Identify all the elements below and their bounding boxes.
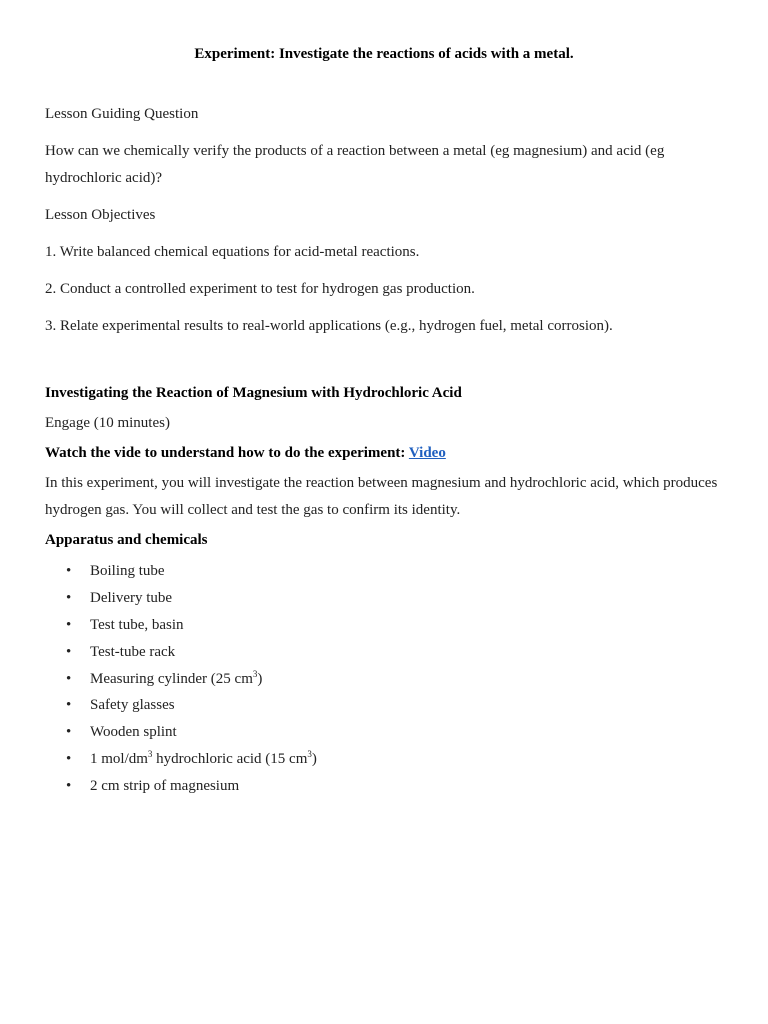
watch-video-text: Watch the vide to understand how to do the experiment:	[45, 445, 409, 461]
apparatus-heading: Apparatus and chemicals	[45, 532, 208, 548]
list-item: • 1 mol/$dm^3$ hydrochloric acid (15 $cm^3$)	[45, 746, 317, 773]
guiding-question-text: How can we chemically verify the products of a reaction between a metal (eg magnesium) and acid (eg hydrochloric acid)?	[45, 143, 665, 186]
objectives-heading: Lesson Objectives	[45, 207, 156, 223]
list-item: • Test-tube rack	[45, 639, 317, 666]
objective-1: 1. Write balanced chemical equations for acid-metal reactions.	[45, 244, 420, 260]
list-item: • Test tube, basin	[45, 612, 317, 639]
list-item: • Delivery tube	[45, 585, 317, 612]
list-item: • Boiling tube	[45, 558, 317, 585]
list-item: • Measuring cylinder (25 $cm^3$)	[45, 666, 317, 693]
watch-video-line	[45, 440, 446, 467]
list-item: • Safety glasses	[45, 692, 317, 719]
engage-label: Engage (10 minutes)	[45, 415, 170, 431]
intro-paragraph: In this experiment, you will investigate the reaction between magnesium and hydrochloric acid, which produces hydrogen gas. You will collect and test the gas to confirm its identity.	[45, 475, 718, 518]
video-link[interactable]: Video	[408, 445, 446, 461]
document-title: Experiment: Investigate the reactions of acids with a metal.	[194, 46, 574, 62]
apparatus-list	[45, 558, 317, 800]
objective-3: 3. Relate experimental results to real-world applications (e.g., hydrogen fuel, metal corrosion).	[45, 318, 613, 334]
guiding-question-heading: Lesson Guiding Question	[45, 106, 199, 122]
objective-2: 2. Conduct a controlled experiment to test for hydrogen gas production.	[45, 281, 475, 297]
list-item: • Wooden splint	[45, 719, 317, 746]
section-heading: Investigating the Reaction of Magnesium with Hydrochloric Acid	[45, 385, 462, 401]
list-item: • 2 cm strip of magnesium	[45, 773, 317, 800]
